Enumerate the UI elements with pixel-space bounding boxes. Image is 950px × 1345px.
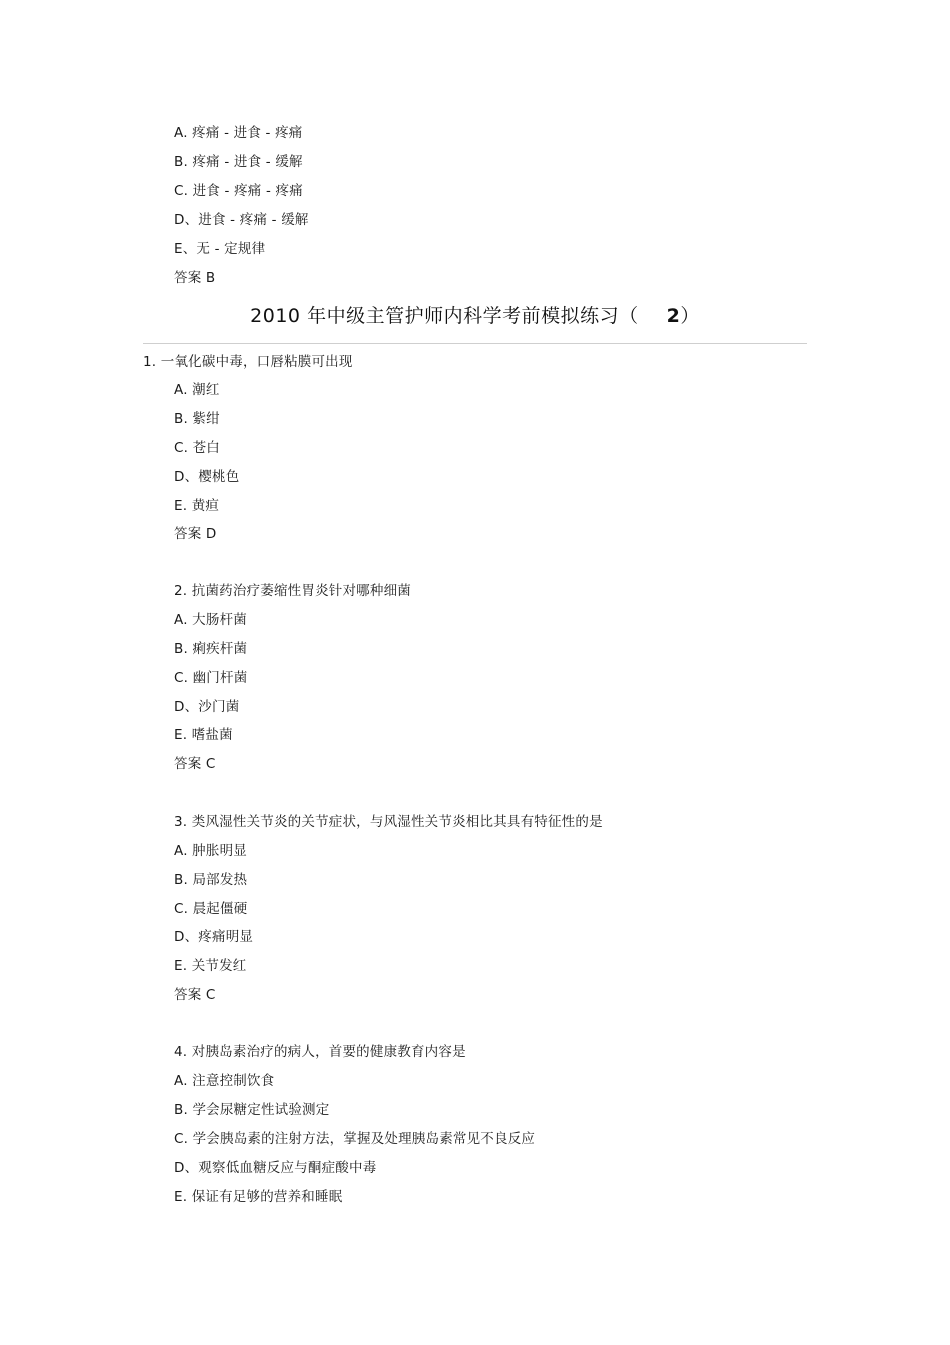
question-1-option-e: E. 黄疸	[174, 498, 220, 514]
question-4-option-d: D、观察低血糖反应与酮症酸中毒	[174, 1160, 377, 1176]
prev-option-a: A. 疼痛 - 进食 - 疼痛	[174, 125, 303, 141]
question-2-option-c: C. 幽门杆菌	[174, 670, 248, 686]
section-title-text: 2010 年中级主管护师内科学考前模拟练习（	[250, 305, 639, 327]
prev-option-b: B. 疼痛 - 进食 - 缓解	[174, 154, 303, 170]
question-4-option-e: E. 保证有足够的营养和睡眠	[174, 1189, 343, 1205]
question-3-option-e: E. 关节发红	[174, 958, 247, 974]
question-3-option-c: C. 晨起僵硬	[174, 901, 248, 917]
prev-option-e: E、无 - 定规律	[174, 241, 266, 257]
question-1-option-a: A. 潮红	[174, 382, 220, 398]
question-1-answer: 答案 D	[174, 526, 217, 542]
question-2-option-e: E. 嗜盐菌	[174, 727, 233, 743]
question-3-option-d: D、疼痛明显	[174, 929, 254, 945]
section-title-number: 2	[666, 305, 681, 327]
question-2-option-b: B. 痢疾杆菌	[174, 641, 248, 657]
question-3-option-b: B. 局部发热	[174, 872, 248, 888]
question-2-option-d: D、沙门菌	[174, 699, 240, 715]
question-4-option-b: B. 学会尿糖定性试验测定	[174, 1102, 330, 1118]
question-4-option-a: A. 注意控制饮食	[174, 1073, 275, 1089]
question-1-option-b: B. 紫绀	[174, 411, 220, 427]
question-2-stem: 2. 抗菌药治疗萎缩性胃炎针对哪种细菌	[174, 583, 411, 599]
question-2-answer: 答案 C	[174, 756, 216, 772]
question-3-option-a: A. 肿胀明显	[174, 843, 247, 859]
question-1-option-c: C. 苍白	[174, 440, 221, 456]
question-4-stem: 4. 对胰岛素治疗的病人，首要的健康教育内容是	[174, 1044, 466, 1060]
prev-answer: 答案 B	[174, 270, 216, 286]
question-3-answer: 答案 C	[174, 987, 216, 1003]
question-1-stem: 1. 一氧化碳中毒，口唇粘膜可出现	[143, 354, 353, 370]
prev-option-c: C. 进食 - 疼痛 - 疼痛	[174, 183, 303, 199]
section-title-close: ）	[680, 305, 700, 327]
prev-option-d: D、进食 - 疼痛 - 缓解	[174, 212, 309, 228]
question-3-stem: 3. 类风湿性关节炎的关节症状，与风湿性关节炎相比其具有特征性的是	[174, 814, 603, 830]
question-2-option-a: A. 大肠杆菌	[174, 612, 247, 628]
question-1-option-d: D、樱桃色	[174, 469, 240, 485]
question-4-option-c: C. 学会胰岛素的注射方法，掌握及处理胰岛素常见不良反应	[174, 1131, 536, 1147]
section-title	[0, 303, 950, 329]
title-divider	[143, 343, 807, 344]
